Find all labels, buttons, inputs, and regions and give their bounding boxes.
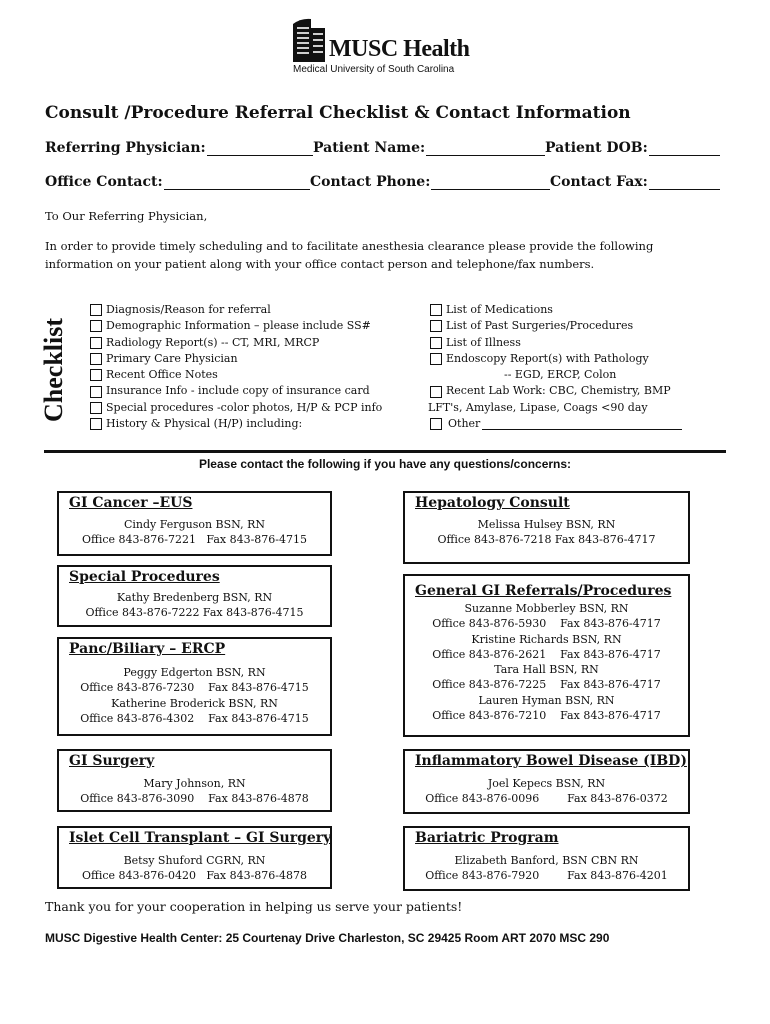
contact-name: Tara Hall BSN, RN	[494, 663, 599, 677]
checklist-item-endoscopy[interactable]: Endoscopy Report(s) with Pathology	[430, 351, 682, 367]
center-address: MUSC Digestive Health Center: 25 Courtenay Drive Charleston, SC 29425 Room ART 2070 MSC 290	[45, 931, 610, 945]
building-icon	[291, 16, 329, 64]
checklist-endoscopy-sub: -- EGD, ERCP, Colon	[504, 368, 617, 382]
contact-phone: Office 843-876-7230 Fax 843-876-4715	[80, 681, 309, 695]
checklist-item-radiology[interactable]: Radiology Report(s) -- CT, MRI, MRCP	[90, 335, 382, 351]
checklist-item-insurance[interactable]: Insurance Info - include copy of insurance card	[90, 383, 382, 399]
card-title: Bariatric Program	[415, 830, 559, 846]
contact-phone: Office 843-876-7920 Fax 843-876-4201	[425, 869, 668, 883]
checkbox[interactable]	[90, 353, 102, 365]
contact-phone: Office 843-876-3090 Fax 843-876-4878	[80, 792, 309, 806]
referring-physician-field[interactable]	[45, 140, 313, 156]
contact-name: Elizabeth Banford, BSN CBN RN	[454, 854, 639, 867]
card-title: Hepatology Consult	[415, 495, 570, 511]
card-title: Special Procedures	[69, 569, 220, 585]
contact-phone: Office 843-876-0420 Fax 843-876-4878	[82, 869, 307, 883]
office-contact-row	[45, 174, 720, 196]
checkbox[interactable]	[430, 418, 442, 430]
checklist-recent-lab-cont: LFT's, Amylase, Lipase, Coags <90 day	[428, 400, 648, 414]
contact-card-special-procedures	[57, 565, 332, 627]
contact-phone: Office 843-876-7218 Fax 843-876-4717	[437, 533, 656, 547]
page-title: Consult /Procedure Referral Checklist & Contact Information	[45, 103, 631, 123]
contact-phone: Office 843-876-2621 Fax 843-876-4717	[432, 647, 661, 661]
patient-name-label: Patient Name:	[313, 140, 426, 156]
contact-heading: Please contact the following if you have any questions/concerns:	[198, 457, 572, 471]
checklist-item-illness[interactable]: List of Illness	[430, 335, 682, 351]
patient-name-field[interactable]	[313, 140, 545, 156]
contact-name: Joel Kepecs BSN, RN	[487, 777, 606, 790]
card-title: Islet Cell Transplant – GI Surgery	[69, 830, 332, 846]
contact-name: Lauren Hyman BSN, RN	[478, 693, 615, 707]
contact-phone: Office 843-876-5930 Fax 843-876-4717	[432, 617, 661, 631]
patient-dob-field[interactable]	[545, 140, 720, 156]
card-title: GI Cancer –EUS	[69, 495, 193, 511]
contact-card-panc-biliary	[57, 637, 332, 736]
checkbox[interactable]	[90, 304, 102, 316]
contact-phone: Office 843-876-7221 Fax 843-876-4715	[82, 533, 307, 547]
office-contact-label: Office Contact:	[45, 174, 163, 190]
contact-name: Peggy Edgerton BSN, RN	[123, 666, 266, 679]
contact-phone: Office 843-876-0096 Fax 843-876-0372	[425, 792, 668, 806]
office-contact-field[interactable]	[45, 174, 310, 190]
patient-dob-label: Patient DOB:	[545, 140, 648, 156]
contact-name: Mary Johnson, RN	[143, 777, 246, 790]
card-title: Panc/Biliary – ERCP	[69, 641, 226, 657]
card-title: GI Surgery	[69, 753, 155, 769]
checklist-left-column	[90, 302, 382, 432]
contact-name: Betsy Shuford CGRN, RN	[123, 854, 266, 867]
checkbox[interactable]	[90, 402, 102, 414]
contact-card-gi-surgery	[57, 749, 332, 812]
contact-fax-field[interactable]	[550, 174, 720, 190]
checklist-item-primary-care[interactable]: Primary Care Physician	[90, 351, 382, 367]
referring-physician-label: Referring Physician:	[45, 140, 206, 156]
contact-name: Cindy Ferguson BSN, RN	[124, 518, 265, 531]
checkbox[interactable]	[430, 320, 442, 332]
checkbox[interactable]	[430, 304, 442, 316]
checkbox[interactable]	[430, 337, 442, 349]
thank-you-note: Thank you for your cooperation in helping us serve your patients!	[45, 899, 463, 914]
contact-name: Kristine Richards BSN, RN	[471, 632, 622, 646]
contact-card-bariatric	[403, 826, 690, 891]
contact-name: Melissa Hulsey BSN, RN	[477, 518, 616, 531]
logo-subtitle: Medical University of South Carolina	[293, 64, 455, 75]
card-title: Inflammatory Bowel Disease (IBD)	[415, 753, 687, 769]
intro-paragraph: In order to provide timely scheduling and to facilitate anesthesia clearance please provide the following information on your patient along with your office contact person and telephone/fax numbers.	[45, 239, 654, 271]
greeting: To Our Referring Physician,	[45, 209, 208, 223]
checklist-item-medications[interactable]: List of Medications	[430, 302, 682, 318]
checklist-right-column	[430, 302, 682, 432]
contact-phone-label: Contact Phone:	[310, 174, 431, 190]
contact-card-general-gi	[403, 574, 690, 737]
contact-name: Suzanne Mobberley BSN, RN	[464, 602, 629, 615]
contact-phone-field[interactable]	[310, 174, 550, 190]
checklist-item-demographic[interactable]: Demographic Information – please include SS#	[90, 318, 382, 334]
checkbox[interactable]	[430, 386, 442, 398]
other-input-line[interactable]	[482, 418, 682, 430]
contact-card-ibd	[403, 749, 690, 814]
logo-name: MUSC Health	[329, 36, 470, 62]
checklist-item-other[interactable]: Other	[430, 416, 682, 432]
checkbox[interactable]	[90, 418, 102, 430]
checkbox[interactable]	[90, 386, 102, 398]
contact-phone: Office 843-876-7222 Fax 843-876-4715	[85, 606, 304, 620]
contact-name: Kathy Bredenberg BSN, RN	[116, 591, 273, 604]
checkbox[interactable]	[90, 320, 102, 332]
contact-name: Katherine Broderick BSN, RN	[111, 696, 278, 710]
musc-health-logo	[291, 16, 491, 78]
checklist-item-recent-lab[interactable]: Recent Lab Work: CBC, Chemistry, BMP	[430, 383, 682, 399]
checklist-item-diagnosis[interactable]: Diagnosis/Reason for referral	[90, 302, 382, 318]
checklist-item-history-physical[interactable]: History & Physical (H/P) including:	[90, 416, 382, 432]
checklist-item-office-notes[interactable]: Recent Office Notes	[90, 367, 382, 383]
checkbox[interactable]	[90, 337, 102, 349]
contact-card-islet-cell	[57, 826, 332, 889]
checkbox[interactable]	[430, 353, 442, 365]
contact-phone: Office 843-876-4302 Fax 843-876-4715	[80, 711, 309, 725]
contact-card-hepatology	[403, 491, 690, 564]
card-title: General GI Referrals/Procedures	[415, 583, 672, 599]
patient-info-row	[45, 140, 720, 162]
checkbox[interactable]	[90, 369, 102, 381]
checklist-label: Checklist	[39, 318, 68, 422]
contact-phone: Office 843-876-7225 Fax 843-876-4717	[432, 678, 661, 692]
section-divider	[44, 450, 726, 453]
checklist-item-special-procedures[interactable]: Special procedures -color photos, H/P & PCP info	[90, 400, 382, 416]
contact-fax-label: Contact Fax:	[550, 174, 648, 190]
checklist-item-past-surgeries[interactable]: List of Past Surgeries/Procedures	[430, 318, 682, 334]
contact-card-gi-cancer	[57, 491, 332, 556]
contact-phone: Office 843-876-7210 Fax 843-876-4717	[432, 709, 661, 723]
